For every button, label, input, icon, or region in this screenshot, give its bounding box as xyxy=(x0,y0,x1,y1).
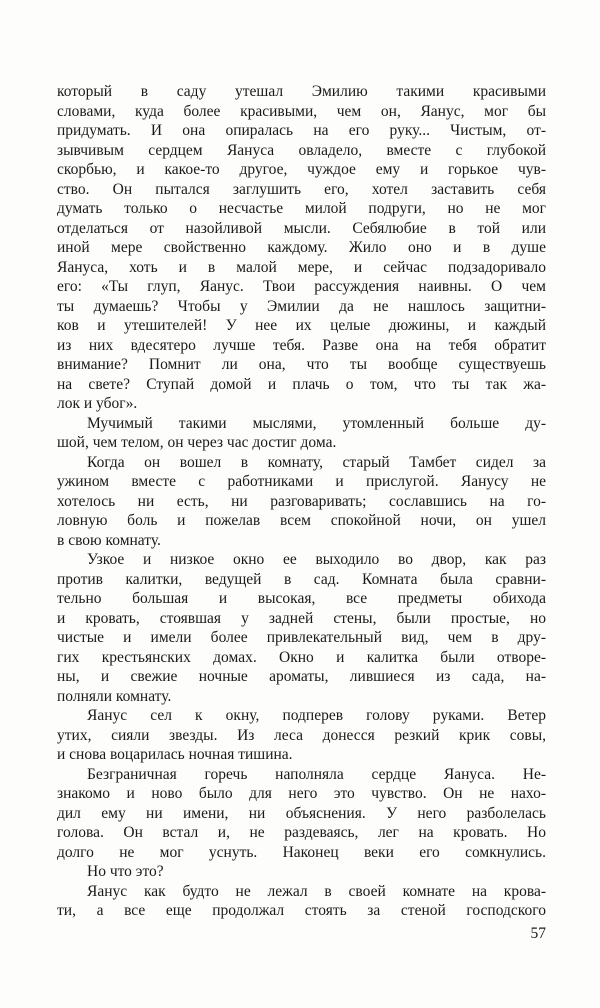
text-line: ков и утешителей! У нее их целые дюжины, и каждый xyxy=(57,317,546,334)
text-line: дил ему ни имени, ни объяснения. У него разболелась xyxy=(57,804,546,822)
text-line: из них вдесятеро лучше тебя. Разве она на тебя обратит xyxy=(57,336,546,354)
text-line: Яанус как будто не лежал в своей комнате на крова- xyxy=(87,882,546,900)
text-line: шой, чем телом, он через час достиг дома. xyxy=(57,434,337,451)
text-line: придумать. И она опиралась на его руку... Чистым, от- xyxy=(57,122,546,139)
text-line: скорбью, и какое-то другое, чуждое ему и горькое чув- xyxy=(57,161,546,178)
text-line: на свете? Ступай домой и плачь о том, что ты так жа- xyxy=(57,375,546,393)
text-line: гих крестьянских домах. Окно и калитка были отворе- xyxy=(57,648,546,666)
text-line: ти, а все еще продолжал стоять за стеной господского xyxy=(57,902,546,919)
page-number: 57 xyxy=(530,925,546,942)
paragraph xyxy=(57,765,546,863)
text-line: голова. Он встал и, не раздеваясь, лег на кровать. Но xyxy=(57,824,546,841)
text-line: Но что это? xyxy=(87,863,164,880)
text-line: Яанус сел к окну, подперев голову руками. Ветер xyxy=(87,707,546,724)
text-line: в свою комнату. xyxy=(57,531,161,549)
text-line: отделаться от назойливой мысли. Себялюбие в той или xyxy=(57,219,546,237)
text-line: внимание? Помнит ли она, что ты вообще существуешь xyxy=(57,356,546,373)
text-line: Когда он вошел в комнату, старый Тамбет сидел за xyxy=(87,453,546,471)
text-line: и кровать, стоявшая у задней стены, были простые, но xyxy=(57,609,546,627)
text-line: иной мере свойственно каждому. Жило оно и в душе xyxy=(57,239,546,256)
text-line: ны, и свежие ночные ароматы, лившиеся из сада, на- xyxy=(57,668,546,685)
text-line: Безграничная горечь наполняла сердце Яануса. Не- xyxy=(87,765,546,783)
text-line: утих, сияли звезды. Из леса донесся резкий крик совы, xyxy=(57,726,546,744)
paragraph xyxy=(57,550,546,706)
text-line: ство. Он пытался заглушить его, хотел заставить себя xyxy=(57,180,546,198)
text-line: долго не мог уснуть. Наконец веки его сомкнулись. xyxy=(57,843,546,861)
text-line: Мучимый такими мыслями, утомленный больше ду- xyxy=(87,414,546,432)
text-line: его: «Ты глуп, Яанус. Твои рассуждения наивны. О чем xyxy=(57,278,546,295)
text-line: ловную боль и пожелав всем спокойной ночи, он ушел xyxy=(57,512,546,529)
text-line: зывчивым сердцем Яануса овладело, вместе с глубокой xyxy=(57,141,546,159)
text-line: против калитки, ведущей в сад. Комната была сравни- xyxy=(57,570,546,588)
text-line: ты думаешь? Чтобы у Эмилии да не нашлось защитни- xyxy=(57,297,546,315)
paragraph xyxy=(57,706,546,765)
paragraph xyxy=(57,862,546,882)
paragraph xyxy=(57,882,546,921)
page-text xyxy=(57,82,546,921)
paragraph xyxy=(57,82,546,414)
text-line: полняли комнату. xyxy=(57,687,172,705)
text-line: лок и убог». xyxy=(57,395,138,412)
text-line: ужином вместе с работниками и прислугой. Яанусу не xyxy=(57,473,546,490)
text-line: думать только о несчастье милой подруги, но не мог xyxy=(57,200,546,217)
text-line: тельно большая и высокая, все предметы обихода xyxy=(57,590,546,607)
paragraph xyxy=(57,414,546,453)
text-line: который в саду утешал Эмилию такими красивыми xyxy=(57,83,546,100)
text-line: чистые и имели более привлекательный вид, чем в дру- xyxy=(57,629,546,646)
text-line: и снова воцарилась ночная тишина. xyxy=(57,746,293,763)
text-line: хотелось ни есть, ни разговаривать; сославшись на го- xyxy=(57,492,546,510)
text-line: знакомо и ново было для него это чувство. Он не нахо- xyxy=(57,785,546,802)
paragraph xyxy=(57,453,546,551)
text-line: словами, куда более красивыми, чем он, Яанус, мог бы xyxy=(57,102,546,120)
text-line: Яануса, хоть и в малой мере, и сейчас подзадоривало xyxy=(57,258,546,276)
text-line: Узкое и низкое окно ее выходило во двор, как раз xyxy=(87,551,546,568)
